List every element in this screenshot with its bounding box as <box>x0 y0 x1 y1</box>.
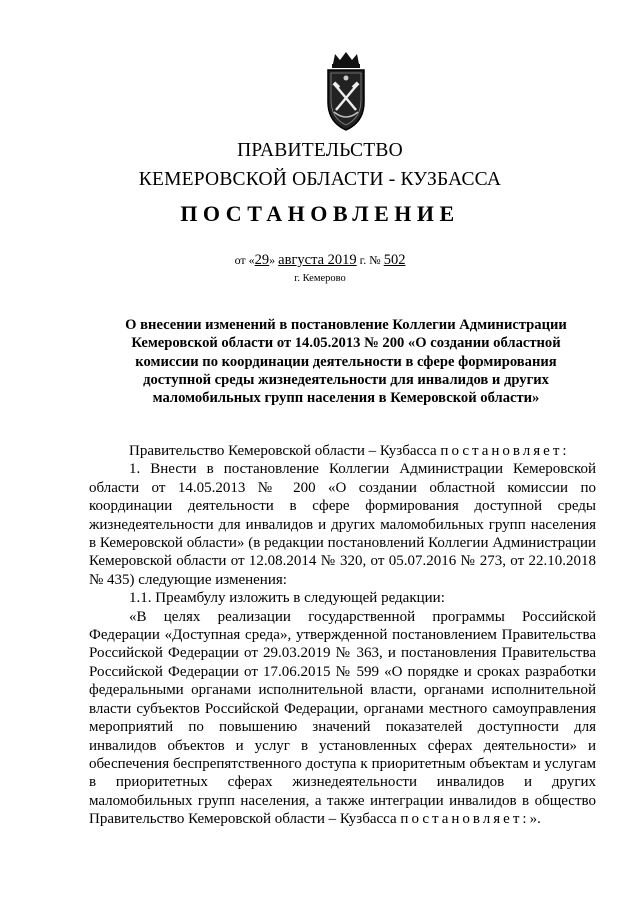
document-number: 502 <box>383 252 406 268</box>
title-line: маломобильных групп населения в Кемеровской области» <box>152 390 540 407</box>
intro-resolves: постановляет: <box>440 443 570 459</box>
quote-open: « <box>248 253 255 267</box>
quote-close: » <box>269 253 276 267</box>
number-sign: № <box>369 253 381 267</box>
title-line: Кемеровской области от 14.05.2013 № 200 «О создании областной <box>131 335 561 352</box>
document-dateline <box>0 252 640 269</box>
preamble-end: ». <box>529 811 541 828</box>
title-line: О внесении изменений в постановление Коллегии Администрации <box>125 317 567 333</box>
document-body <box>89 442 596 829</box>
intro-paragraph <box>89 442 596 460</box>
org-name-line1: ПРАВИТЕЛЬСТВО <box>237 140 403 161</box>
paragraph-preamble <box>89 608 596 829</box>
preamble-text: «В целях реализации государственной программы Российской Федерации «Доступная среда», утвержденной постановлением Правительства Российской Федерации от 29.03.2019 № 363, и постановления Правительства Российской Федерации от 17.06.2015 № 599 «О порядке и сроках разработки федеральными органами исполнительной власти, органами исполнительной власти субъектов Российской Федерации, органами местного самоуправления мероприятий по повышению значений показателей доступности для инвалидов объектов и услуг в установленных сферах деятельности» и обеспечения беспрепятственного доступа к приоритетным объектам и услугам в приоритетных сферах жизнедеятельности инвалидов и других маломобильных групп населения, а также интеграции инвалидов в общество Правительство Кемеровской области – Кузбасса <box>89 608 596 828</box>
paragraph-1-1: 1.1. Преамбулу изложить в следующей редакции: <box>129 590 445 607</box>
intro-text: Правительство Кемеровской области – Кузбасса <box>129 443 437 459</box>
document-title <box>86 316 606 407</box>
title-line: комиссии по координации деятельности в сфере формирования <box>135 353 557 370</box>
coat-of-arms-icon <box>324 50 368 134</box>
document-type: ПОСТАНОВЛЕНИЕ <box>180 201 460 226</box>
date-day: 29 <box>254 252 270 268</box>
date-month-year: августа 2019 <box>278 252 357 268</box>
title-line: доступной среды жизнедеятельности для инвалидов и других <box>143 371 549 388</box>
org-name-line2: КЕМЕРОВСКОЙ ОБЛАСТИ - КУЗБАССА <box>138 169 502 190</box>
year-suffix: г. <box>359 253 367 267</box>
preamble-resolves: постановляет: <box>400 811 530 828</box>
city: г. Кемерово <box>294 273 346 284</box>
paragraph-1: 1. Внести в постановление Коллегии Администрации Кемеровской области от 14.05.2013 № 200 «О создании областной комиссии по координации деятельности в сфере формирования доступной среды жизнедеятельности для инвалидов и других маломобильных групп населения в Кемеровской области» (в редакции постановлений Коллегии Администрации Кемеровской области от 12.08.2014 № 320, от 05.07.2016 № 273, от 22.10.2018 № 435) следующие изменения: <box>89 461 596 588</box>
date-prefix: от <box>234 253 246 267</box>
